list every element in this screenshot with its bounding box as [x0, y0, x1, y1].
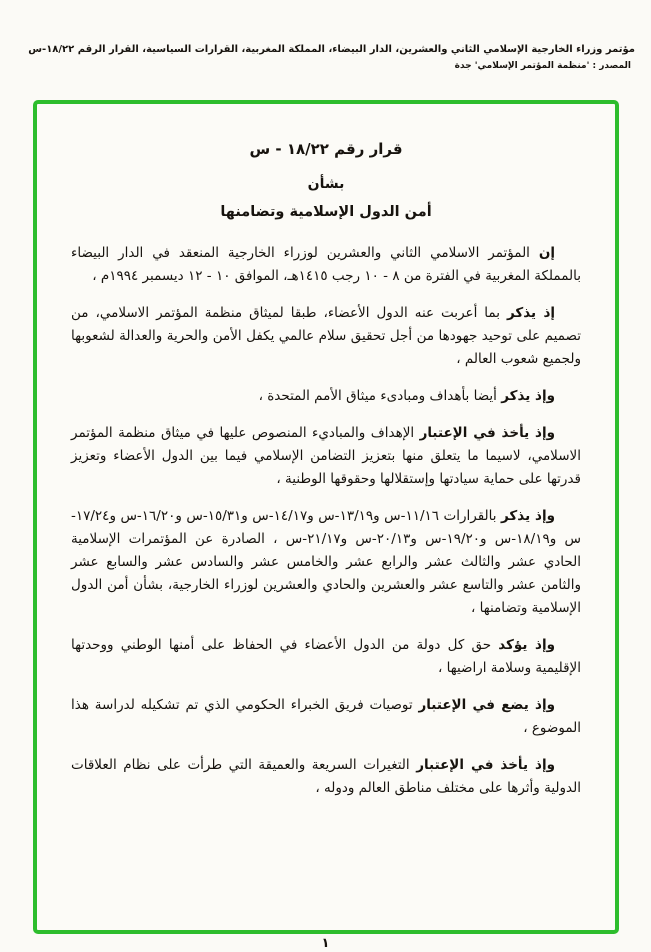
paragraph-text: توصيات فريق الخبراء الحكومي الذي تم تشكيله لدراسة هذا الموضوع ،	[71, 697, 581, 736]
paragraph	[71, 634, 581, 680]
paragraph-text: بالقرارات ١١/١٦-س و١٣/١٩-س و١٤/١٧-س و١٥/٣١-س و١٦/٢٠-س و١٧/٢٤-س و١٨/١٩-س و١٩/٢٠-س و٢٠/١٣-س و٢١/١٧-س ، الصادرة عن المؤتمرات الإسلامية الحادي عشر والثالث عشر والرابع عشر والخامس عشر والسادس عشر والسابع عشر والثامن عشر والتاسع عشر والعشرين والحادي والعشرين لوزراء الخارجية، بشأن أمن الدول الإسلامية وتضامنها ،	[71, 508, 581, 616]
paragraph-text: التغيرات السريعة والعميقة التي طرأت على نظام العلاقات الدولية وأثرها على مختلف مناطق العالم ودوله ،	[71, 757, 581, 796]
paragraph-lead: وإذ يؤكد	[498, 637, 555, 653]
paragraph	[71, 385, 581, 408]
paragraph-text: بما أعربت عنه الدول الأعضاء، طبقا لميثاق منظمة المؤتمر الاسلامي، من تصميم على توحيد جهودها من أجل تحقيق سلام عالمي يكفل الأمن والحرية والعدالة لشعوبها ولجميع شعوب العالم ،	[71, 305, 581, 367]
paragraph-text: الإهداف والمباديء المنصوص عليها في ميثاق منظمة المؤتمر الاسلامي، لاسيما ما يتعلق منها بتعزيز التضامن الإسلامي فيما بين الدول الأعضاء وتعزيز قدرتها على حماية سيادتها وإستقلالها وحقوقها الوطنية ،	[71, 425, 581, 487]
paragraph-lead: إذ يذكر	[506, 305, 556, 321]
page-number: ١	[321, 936, 330, 951]
paragraph-text: حق كل دولة من الدول الأعضاء في الحفاظ على أمنها الوطني ووحدتها الإقليمية وسلامة اراضيها ،	[71, 637, 581, 676]
paragraph	[71, 422, 581, 491]
paragraph-lead: وإذ يأخذ في الإعتبار	[419, 425, 555, 441]
paragraph	[71, 505, 581, 620]
green-highlight-frame	[33, 100, 619, 934]
paragraph	[71, 242, 581, 288]
resolution-body	[71, 242, 581, 800]
paragraph	[71, 754, 581, 800]
resolution-regarding: بشأن	[307, 176, 345, 192]
paragraph-lead: إن	[538, 245, 555, 261]
paragraph	[71, 694, 581, 740]
resolution-title-block	[71, 140, 581, 220]
paragraph-text: أيضا بأهداف ومبادىء ميثاق الأمم المتحدة ،	[258, 388, 502, 404]
header-citation: مؤتمر وزراء الخارجية الإسلامي الثاني والعشرين، الدار البيضاء، المملكة المغربية، القرارات السياسية، القرار الرقم ١٨/٢٢-س	[28, 44, 635, 55]
paragraph-lead: وإذ يذكر	[501, 508, 555, 524]
paragraph-lead: وإذ يأخذ في الإعتبار	[416, 757, 555, 773]
paragraph	[71, 302, 581, 371]
paragraph-text: المؤتمر الاسلامي الثاني والعشرين لوزراء الخارجية المنعقد في الدار البيضاء بالمملكة المغربية في الفترة من ٨ - ١٠ رجب ١٤١٥هـ، الموافق ١٠ - ١٢ ديسمبر ١٩٩٤م ،	[71, 245, 581, 284]
resolution-subject: أمن الدول الإسلامية وتضامنها	[220, 204, 432, 220]
resolution-number-title: قرار رقم ١٨/٢٢ - س	[249, 140, 403, 158]
header-source: المصدر : 'منظمة المؤتمر الإسلامي' جدة	[454, 61, 631, 71]
document-header	[16, 44, 635, 71]
paragraph-lead: وإذ يذكر	[501, 388, 555, 404]
paragraph-lead: وإذ يضع في الإعتبار	[418, 697, 555, 713]
